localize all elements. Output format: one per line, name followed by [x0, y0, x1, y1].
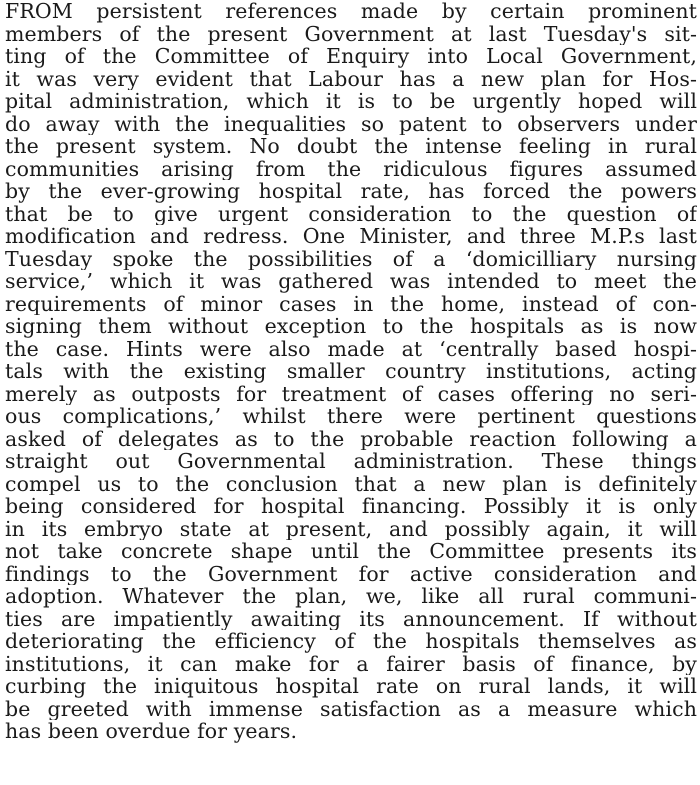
text-line: ting of the Committee of Enquiry into Local Government, — [5, 45, 697, 68]
text-line: members of the present Government at last Tuesday's sit- — [5, 22, 697, 45]
text-line: findings to the Government for active consideration and — [5, 562, 697, 585]
text-line: it was very evident that Labour has a new plan for Hos- — [5, 67, 697, 90]
article-body — [5, 0, 697, 743]
text-line: the present system. No doubt the intense feeling in rural — [5, 135, 697, 158]
text-line: curbing the iniquitous hospital rate on rural lands, it will — [5, 675, 697, 698]
text-line: that be to give urgent consideration to the question of — [5, 202, 697, 225]
text-line: modification and redress. One Minister, and three M.P.s last — [5, 225, 697, 248]
text-line: tals with the existing smaller country institutions, acting — [5, 360, 697, 383]
text-line: ties are impatiently awaiting its announcement. If without — [5, 607, 697, 630]
text-line: be greeted with immense satisfaction as a measure which — [5, 697, 697, 720]
text-line: being considered for hospital financing. Possibly it is only — [5, 495, 697, 518]
text-line: not take concrete shape until the Committee presents its — [5, 540, 697, 563]
text-line: requirements of minor cases in the home, instead of con- — [5, 292, 697, 315]
text-line: asked of delegates as to the probable reaction following a — [5, 427, 697, 450]
text-line: Tuesday spoke the possibilities of a ‘domicilliary nursing — [5, 247, 697, 270]
text-line: FROM persistent references made by certain prominent — [5, 0, 697, 23]
text-line: by the ever-growing hospital rate, has forced the powers — [5, 180, 697, 203]
text-line: in its embryo state at present, and possibly again, it will — [5, 517, 697, 540]
text-line: communities arising from the ridiculous figures assumed — [5, 157, 697, 180]
text-line: deteriorating the efficiency of the hospitals themselves as — [5, 630, 697, 653]
text-line: service,’ which it was gathered was intended to meet the — [5, 270, 697, 293]
text-line: do away with the inequalities so patent to observers under — [5, 112, 697, 135]
text-line: merely as outposts for treatment of cases offering no seri- — [5, 382, 697, 405]
text-line: institutions, it can make for a fairer basis of finance, by — [5, 652, 697, 675]
text-line: pital administration, which it is to be urgently hoped will — [5, 90, 697, 113]
text-line: adoption. Whatever the plan, we, like all rural communi- — [5, 585, 697, 608]
text-line: the case. Hints were also made at ‘centrally based hospi- — [5, 337, 697, 360]
text-line: ous complications,’ whilst there were pertinent questions — [5, 405, 697, 428]
text-line: signing them without exception to the hospitals as is now — [5, 315, 697, 338]
text-line: straight out Governmental administration. These things — [5, 450, 697, 473]
text-line: compel us to the conclusion that a new plan is definitely — [5, 472, 697, 495]
text-line: has been overdue for years. — [5, 720, 298, 743]
